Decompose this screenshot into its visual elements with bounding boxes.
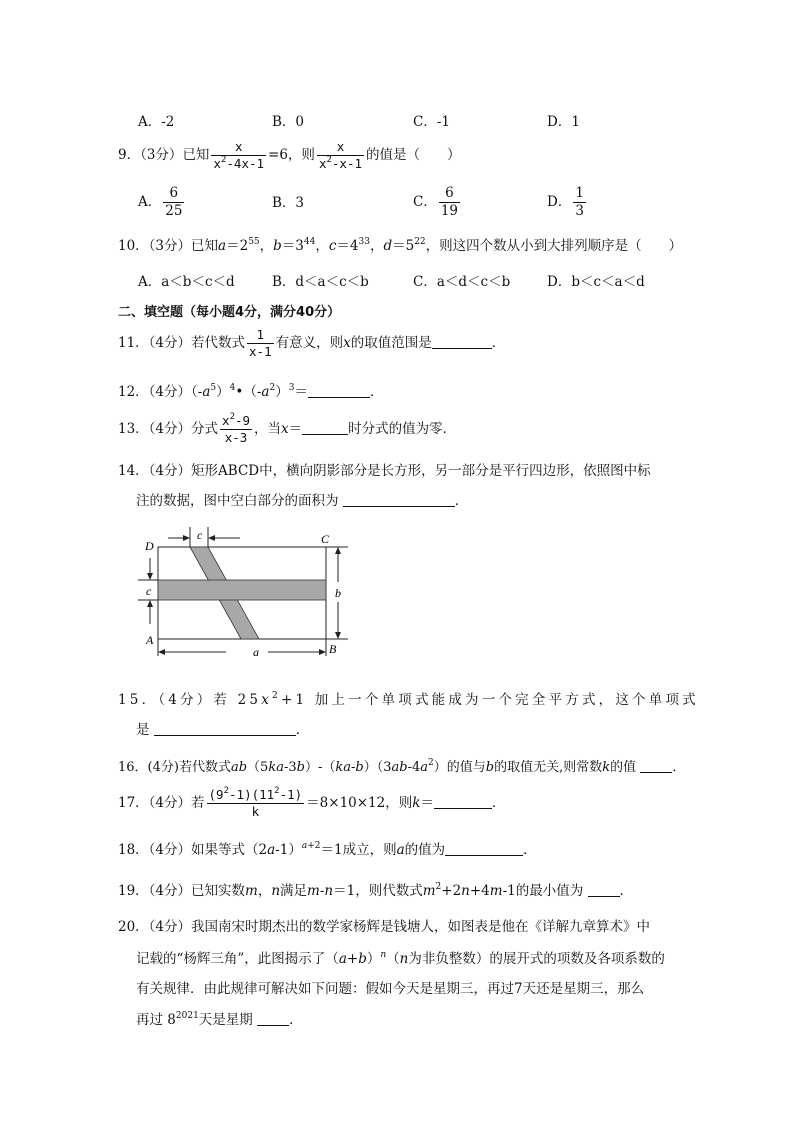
q14-answer-blank[interactable] xyxy=(343,494,455,507)
question-10: 10．（3分）已知$a=2^{55}$，$b=3^{44}$，$c=4^{33}$，$d=5^{22}$，则这四个数从小到大排列顺序是（ ） xyxy=(118,237,683,254)
question-14-line-1: 14．（4分）矩形ABCD中，横向阴影部分是长方形，另一部分是平行四边形，依照图中标 xyxy=(118,463,651,479)
q8-option-a: A．-2 xyxy=(138,114,175,130)
question-20-line-3: 有关规律．由此规律可解决如下问题：假如今天是星期三，再过7天还是星期三，那么 xyxy=(136,981,645,997)
q17-answer-blank[interactable] xyxy=(434,796,492,809)
question-15-line-2: 是 ． xyxy=(136,722,310,738)
question-18: 18．（4分）如果等式$(2a-1)^{a+2}=1$成立，则a的值为 ． xyxy=(118,841,537,858)
q9-fraction-1: $\frac{x}{x^2-4x-1}$ xyxy=(213,139,265,171)
question-16: 16．(4分)若代数式$ab(5ka-3b)-(ka-b)(3ab-4a^2)$的值与b的取值无关,则常数k的值 ． xyxy=(118,758,686,775)
q9-fraction-2: $\frac{x}{x^2-x-1}$ xyxy=(318,139,362,171)
q13-answer-blank[interactable] xyxy=(302,422,348,435)
question-20-line-4: 再过 $8^{2021}$天是星期 ． xyxy=(136,1011,303,1028)
label-d: D xyxy=(145,539,154,553)
question-20-line-1: 20．（4分）我国南宋时期杰出的数学家杨辉是钱塘人，如图表是他在《详解九章算术》中 xyxy=(118,919,651,935)
q16-answer-blank[interactable] xyxy=(640,760,672,773)
q8-option-d: D．1 xyxy=(547,114,580,130)
q9-option-d: D． $\frac{1}{3}$ xyxy=(547,185,584,219)
q10-option-a: A．a＜b＜c＜d xyxy=(138,274,235,290)
question-17: 17．（4分）若 $\frac{(9^2-1)(11^2-1)}{k}$ ＝8×10×12，则k＝ ． xyxy=(118,786,506,819)
question-12: 12．（4分）$(-a^5)^4•(-a^2)^3=$ ． xyxy=(118,383,384,400)
q20-answer-blank[interactable] xyxy=(257,1013,289,1026)
q10-option-b: B．d＜a＜c＜b xyxy=(272,274,369,290)
horizontal-strip-shade xyxy=(158,580,326,600)
label-b-side: b xyxy=(335,586,341,600)
label-a-side: a xyxy=(253,645,259,659)
q14-rectangle-figure xyxy=(138,522,358,667)
question-11: 11．（4分）若代数式 $\frac{1}{x-1}$ 有意义，则x的取值范围是 ． xyxy=(118,327,506,359)
q10-option-d: D．b＜c＜a＜d xyxy=(547,274,645,290)
q9-option-a: A． $\frac{6}{25}$ xyxy=(138,185,183,219)
label-b-vertex: B xyxy=(329,642,337,656)
label-c-top: c xyxy=(197,528,203,542)
question-15-line-1: 15．（4分）若 $25x^2+1$ 加上一个单项式能成为一个完全平方式，这个单项式 xyxy=(118,691,699,708)
q18-answer-blank[interactable] xyxy=(445,843,523,856)
q10-option-c: C．a＜d＜c＜b xyxy=(413,274,511,290)
q12-answer-blank[interactable] xyxy=(308,385,370,398)
question-14-line-2: 注的数据，图中空白部分的面积为 ． xyxy=(136,493,469,509)
q8-option-b: B．0 xyxy=(272,114,305,130)
q11-answer-blank[interactable] xyxy=(432,336,492,349)
question-20-line-2: 记载的“杨辉三角”，此图揭示了$(a+b)^n(n$为非负整数）的展开式的项数及各项系数的 xyxy=(136,950,665,967)
question-19: 19．（4分）已知实数m，n满足m-n＝1，则代数式$m^2+2n+4m-1$的最小值为 ． xyxy=(118,882,634,899)
label-c-vertex: C xyxy=(321,532,330,546)
label-c-left: c xyxy=(146,584,152,598)
q9-option-b: B．3 xyxy=(272,195,305,211)
q15-answer-blank[interactable] xyxy=(154,723,296,736)
section-title: 二、填空题（每小题4分，满分40分） xyxy=(118,305,341,320)
label-a-vertex: A xyxy=(146,633,154,647)
q8-option-c: C．-1 xyxy=(413,114,450,130)
q19-answer-blank[interactable] xyxy=(588,884,620,897)
question-13: 13．（4分）分式 $\frac{x^2-9}{x-3}$ ，当x＝ 时分式的值为零． xyxy=(118,412,457,445)
question-9: 9．（3分）已知 $\frac{x}{x^2-4x-1}$ =6，则 $\frac{x}{x^2-x-1}$ 的值是（ ） xyxy=(118,139,461,171)
q9-option-c: C． $\frac{6}{19}$ xyxy=(413,185,459,219)
